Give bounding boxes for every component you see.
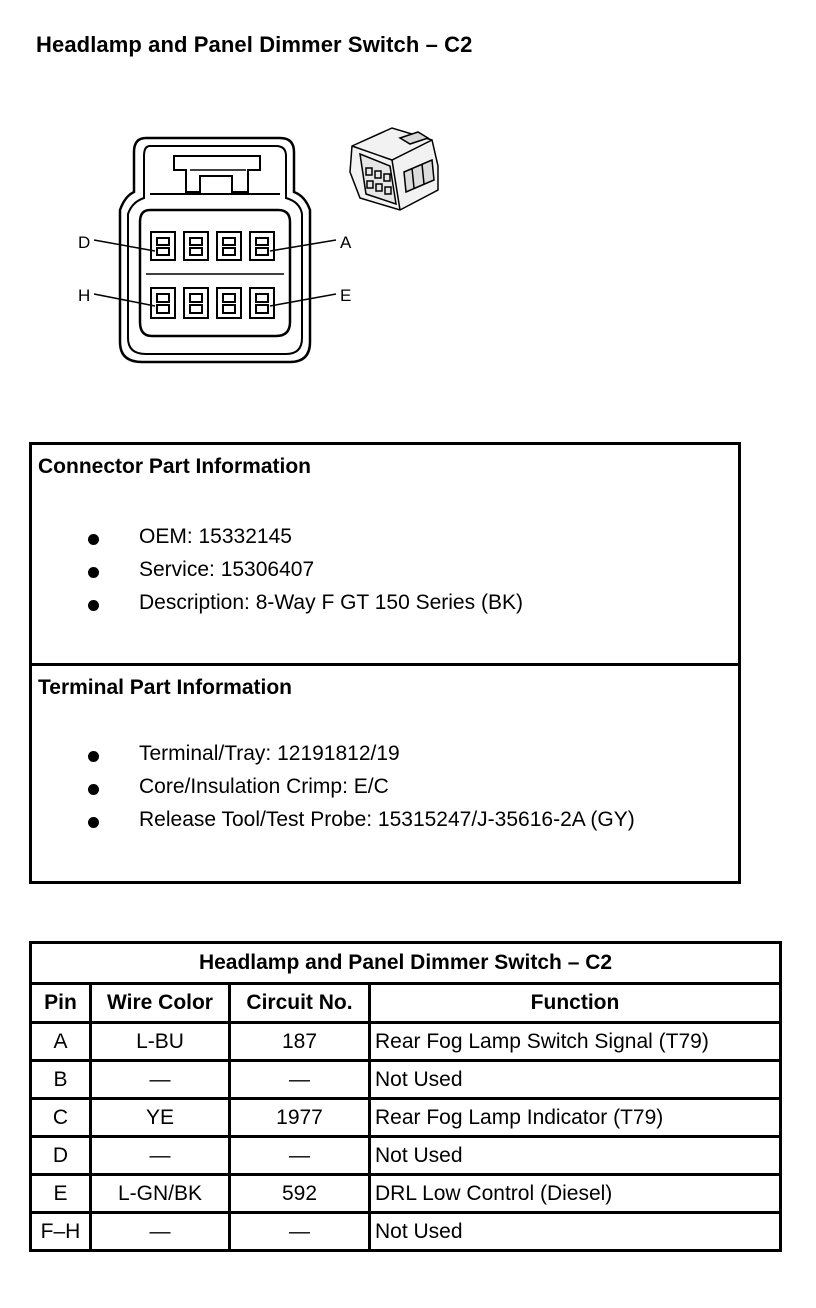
wire-color-cell: —: [91, 1213, 230, 1251]
table-row: [31, 1023, 781, 1061]
list-item-text: Description: 8-Way F GT 150 Series (BK): [139, 591, 523, 614]
pin-label-e: E: [340, 286, 352, 305]
circuit-no-cell: —: [230, 1137, 370, 1175]
column-header-circuit-no: Circuit No.: [230, 984, 370, 1023]
function-cell: DRL Low Control (Diesel): [370, 1175, 781, 1213]
connector-face-diagram: [0, 110, 460, 390]
table-header-row: [31, 984, 781, 1023]
pin-cell: C: [31, 1099, 91, 1137]
part-information-box: [29, 442, 741, 884]
list-item-text: OEM: 15332145: [139, 525, 292, 548]
bullet-icon: [88, 784, 99, 795]
pin-label-a: A: [340, 233, 352, 252]
circuit-no-cell: —: [230, 1061, 370, 1099]
wire-color-cell: L-GN/BK: [91, 1175, 230, 1213]
column-header-pin: Pin: [31, 984, 91, 1023]
connector-3d-thumbnail-icon: [350, 128, 438, 210]
function-cell: Not Used: [370, 1137, 781, 1175]
table-row: [31, 1061, 781, 1099]
circuit-no-cell: —: [230, 1213, 370, 1251]
column-header-wire-color: Wire Color: [91, 984, 230, 1023]
pin-cell: E: [31, 1175, 91, 1213]
pin-label-d: D: [78, 233, 91, 252]
circuit-no-cell: 187: [230, 1023, 370, 1061]
column-header-function: Function: [370, 984, 781, 1023]
table-title: Headlamp and Panel Dimmer Switch – C2: [31, 943, 781, 984]
terminal-cavities-bottom-row: [151, 288, 274, 318]
list-item-text: Core/Insulation Crimp: E/C: [139, 775, 389, 798]
table-title-row: [31, 943, 781, 984]
wire-color-cell: —: [91, 1137, 230, 1175]
function-cell: Rear Fog Lamp Switch Signal (T79): [370, 1023, 781, 1061]
table-row: [31, 1137, 781, 1175]
list-item-text: Service: 15306407: [139, 558, 315, 581]
connector-part-info-heading: Connector Part Information: [38, 455, 312, 478]
pin-cell: D: [31, 1137, 91, 1175]
circuit-no-cell: 1977: [230, 1099, 370, 1137]
function-cell: Not Used: [370, 1213, 781, 1251]
pin-table: [29, 941, 782, 1252]
pin-cell: F–H: [31, 1213, 91, 1251]
circuit-no-cell: 592: [230, 1175, 370, 1213]
connector-part-info-section: [32, 445, 738, 663]
pin-cell: A: [31, 1023, 91, 1061]
bullet-icon: [88, 600, 99, 611]
table-row: [31, 1175, 781, 1213]
wire-color-cell: L-BU: [91, 1023, 230, 1061]
bullet-icon: [88, 534, 99, 545]
pin-leader-lines: [94, 240, 336, 306]
terminal-part-info-section: [32, 663, 738, 878]
terminal-part-info-heading: Terminal Part Information: [38, 676, 292, 699]
table-row: [31, 1099, 781, 1137]
function-cell: Rear Fog Lamp Indicator (T79): [370, 1099, 781, 1137]
bullet-icon: [88, 751, 99, 762]
list-item-text: Release Tool/Test Probe: 15315247/J-35616-2A (GY): [139, 808, 635, 831]
function-cell: Not Used: [370, 1061, 781, 1099]
wire-color-cell: YE: [91, 1099, 230, 1137]
table-row: [31, 1213, 781, 1251]
pin-label-h: H: [78, 286, 91, 305]
terminal-cavities-top-row: [151, 232, 274, 260]
list-item-text: Terminal/Tray: 12191812/19: [139, 742, 400, 765]
bullet-icon: [88, 817, 99, 828]
page-title: Headlamp and Panel Dimmer Switch – C2: [36, 32, 473, 57]
pin-cell: B: [31, 1061, 91, 1099]
wire-color-cell: —: [91, 1061, 230, 1099]
bullet-icon: [88, 567, 99, 578]
